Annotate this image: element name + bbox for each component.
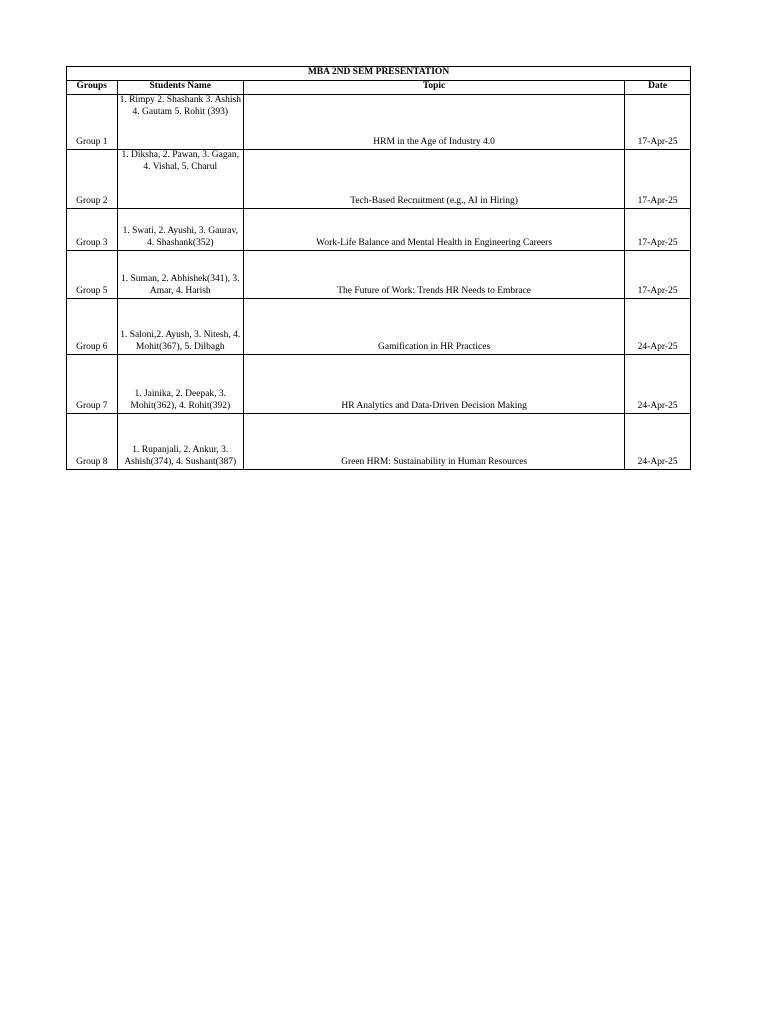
students-cell: 1. Diksha, 2. Pawan, 3. Gagan, 4. Vishal, 5. Charul	[117, 150, 243, 209]
table-row	[67, 95, 691, 150]
header-date: Date	[625, 81, 691, 95]
group-cell: Group 1	[67, 95, 118, 150]
group-cell: Group 3	[67, 209, 118, 251]
topic-cell: HRM in the Age of Industry 4.0	[243, 95, 624, 150]
group-cell: Group 2	[67, 150, 118, 209]
header-students-name: Students Name	[117, 81, 243, 95]
date-cell: 24-Apr-25	[625, 299, 691, 355]
students-cell: 1. Rupanjali, 2. Ankur, 3. Ashish(374), 4. Sushant(387)	[117, 414, 243, 470]
presentation-schedule-sheet	[66, 66, 691, 470]
topic-cell: The Future of Work: Trends HR Needs to Embrace	[243, 251, 624, 299]
table-row	[67, 150, 691, 209]
students-cell: 1. Suman, 2. Abhishek(341), 3. Amar, 4. Harish	[117, 251, 243, 299]
presentation-table	[66, 66, 691, 470]
date-cell: 17-Apr-25	[625, 209, 691, 251]
date-cell: 17-Apr-25	[625, 251, 691, 299]
header-groups: Groups	[67, 81, 118, 95]
table-row	[67, 414, 691, 470]
group-cell: Group 7	[67, 355, 118, 414]
date-cell: 24-Apr-25	[625, 414, 691, 470]
group-cell: Group 5	[67, 251, 118, 299]
date-cell: 17-Apr-25	[625, 95, 691, 150]
date-cell: 24-Apr-25	[625, 355, 691, 414]
table-row	[67, 251, 691, 299]
topic-cell: Tech-Based Recruitment (e.g., AI in Hiring)	[243, 150, 624, 209]
topic-cell: Gamification in HR Practices	[243, 299, 624, 355]
students-cell: 1. Rimpy 2. Shashank 3. Ashish 4. Gautam 5. Rohit (393)	[117, 95, 243, 150]
header-row	[67, 81, 691, 95]
group-cell: Group 8	[67, 414, 118, 470]
students-cell: 1. Jainika, 2. Deepak, 3. Mohit(362), 4. Rohit(392)	[117, 355, 243, 414]
header-topic: Topic	[243, 81, 624, 95]
group-cell: Group 6	[67, 299, 118, 355]
topic-cell: Green HRM: Sustainability in Human Resources	[243, 414, 624, 470]
title-row	[67, 67, 691, 81]
table-row	[67, 209, 691, 251]
students-cell: 1. Saloni,2. Ayush, 3. Nitesh, 4. Mohit(367), 5. Dilbagh	[117, 299, 243, 355]
table-row	[67, 355, 691, 414]
table-title: MBA 2ND SEM PRESENTATION	[67, 67, 691, 81]
table-row	[67, 299, 691, 355]
topic-cell: Work-Life Balance and Mental Health in Engineering Careers	[243, 209, 624, 251]
topic-cell: HR Analytics and Data-Driven Decision Making	[243, 355, 624, 414]
students-cell: 1. Swati, 2. Ayushi, 3. Gaurav, 4. Shashank(352)	[117, 209, 243, 251]
date-cell: 17-Apr-25	[625, 150, 691, 209]
